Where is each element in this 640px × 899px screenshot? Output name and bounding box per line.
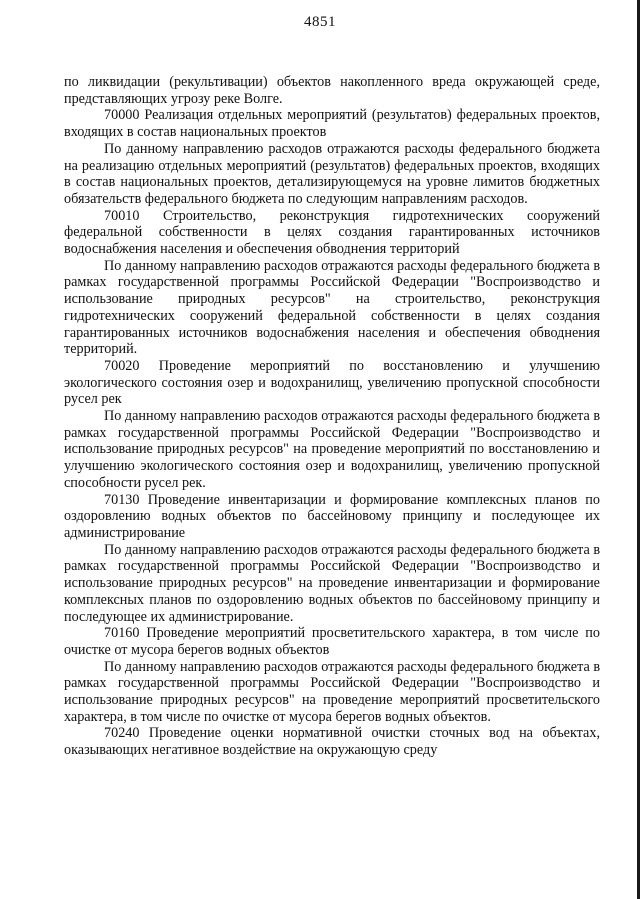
section-heading-70160: 70160 Проведение мероприятий просветительского характера, в том числе по очистке от мусора берегов водных объектов	[64, 625, 600, 658]
document-body	[64, 74, 600, 759]
paragraph-70020-description: По данному направлению расходов отражаются расходы федерального бюджета в рамках государственной программы Российской Федерации "Воспроизводство и использование природных ресурсов" на проведение мероприятий по восстановлению и улучшению экологического состояния озер и водохранилищ, увеличению пропускной способности русел рек.	[64, 408, 601, 491]
section-heading-70240: 70240 Проведение оценки нормативной очистки сточных вод на объектах, оказывающих негативное воздействие на окружающую среду	[64, 725, 600, 759]
paragraph-70000-description: По данному направлению расходов отражаются расходы федерального бюджета на реализацию отдельных мероприятий (результатов) федеральных проектов, входящих в состав национальных проектов, детализирующемуся на уровне лимитов бюджетных обязательств федерального бюджета по следующим направлениям расходов.	[64, 140, 600, 207]
page-number: 4851	[304, 14, 336, 30]
paragraph-continuation: по ликвидации (рекультивации) объектов накопленного вреда окружающей среде, представляющих угрозу реке Волге.	[64, 74, 600, 107]
section-heading-70020: 70020 Проведение мероприятий по восстановлению и улучшению экологического состояния озер и водохранилищ, увеличению пропускной способности русел рек	[64, 357, 600, 408]
section-heading-70000: 70000 Реализация отдельных мероприятий (результатов) федеральных проектов, входящих в состав национальных проектов	[64, 107, 600, 141]
section-heading-70010: 70010 Строительство, реконструкция гидротехнических сооружений федеральной собственности в целях создания гарантированных источников водоснабжения населения и обеспечения обводнения территорий	[64, 207, 600, 258]
section-heading-70130: 70130 Проведение инвентаризации и формирование комплексных планов по оздоровлению водных объектов по бассейновому принципу и последующее их администрирование	[64, 491, 600, 541]
paragraph-70160-description: По данному направлению расходов отражаются расходы федерального бюджета в рамках государственной программы Российской Федерации "Воспроизводство и использование природных ресурсов" на проведение мероприятий просветительского характера, в том числе по очистке от мусора берегов водных объектов.	[64, 658, 601, 725]
paragraph-70010-description: По данному направлению расходов отражаются расходы федерального бюджета в рамках государственной программы Российской Федерации "Воспроизводство и использование природных ресурсов" на строительство, реконструкция гидротехнических сооружений федеральной собственности в целях создания гарантированных источников водоснабжения населения и обеспечения обводнения территорий.	[64, 257, 601, 358]
paragraph-70130-description: По данному направлению расходов отражаются расходы федерального бюджета в рамках государственной программы Российской Федерации "Воспроизводство и использование природных ресурсов" на проведение инвентаризации и формирование комплексных планов по оздоровлению водных объектов по бассейновому принципу и последующее их администрирование.	[64, 541, 601, 625]
